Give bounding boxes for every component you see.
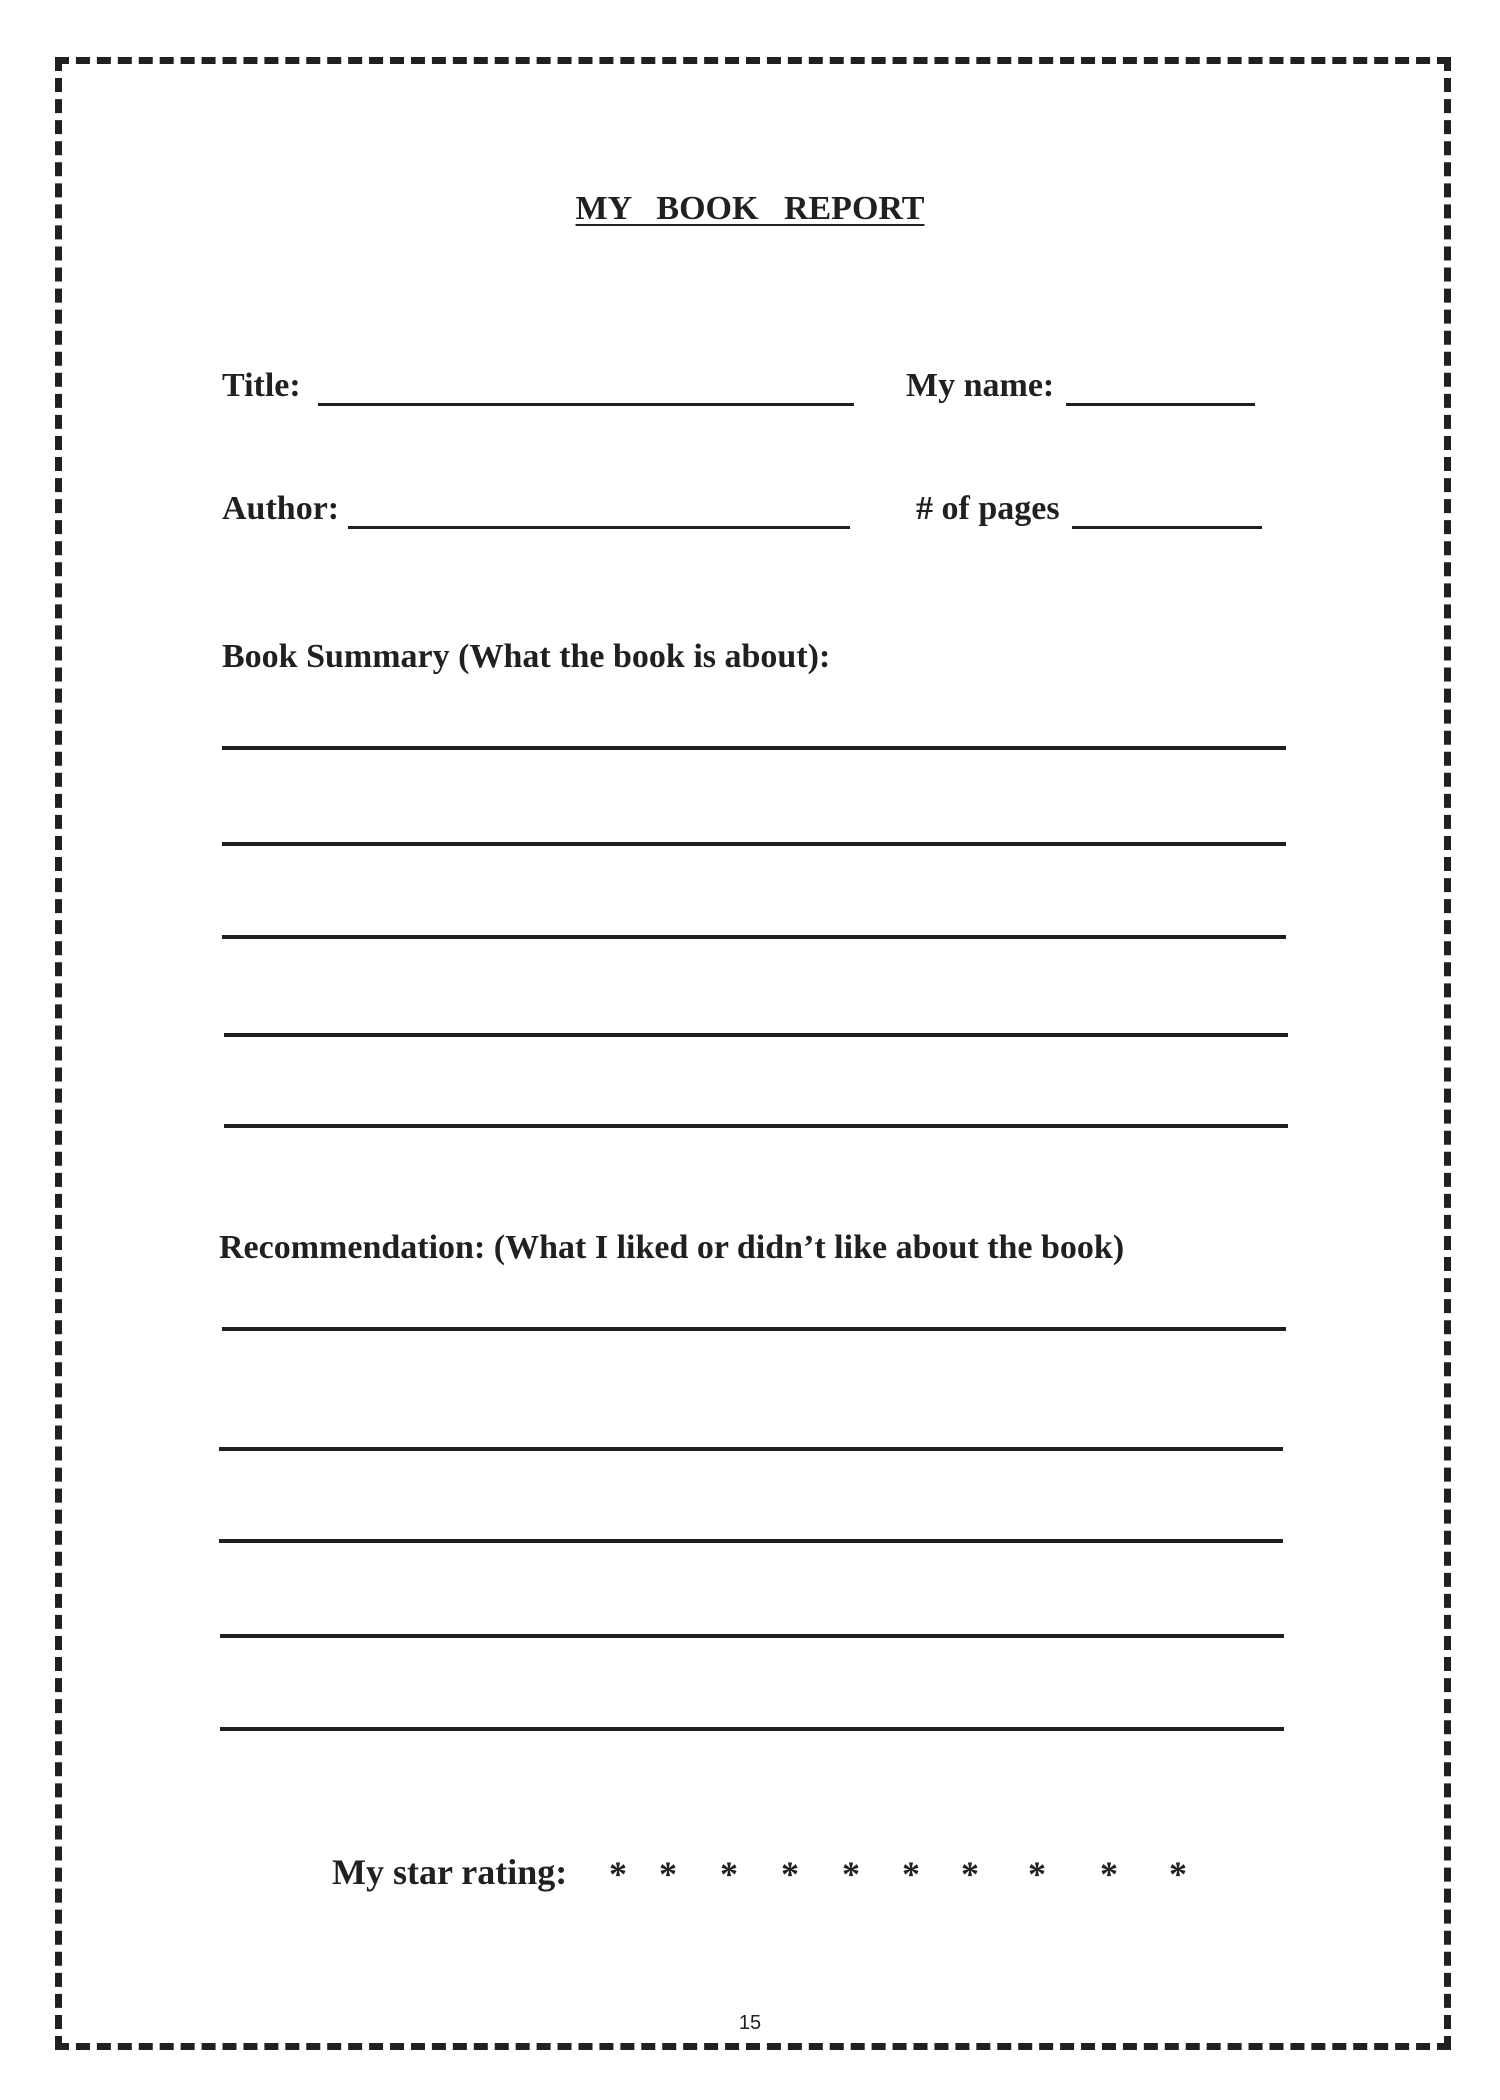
rating-star[interactable]: * <box>902 1854 920 1894</box>
author-label: Author: <box>222 490 340 527</box>
author-blank[interactable] <box>348 526 850 529</box>
star-rating-label: My star rating: <box>332 1852 568 1892</box>
rating-star[interactable]: * <box>961 1854 979 1894</box>
pages-blank[interactable] <box>1072 526 1262 529</box>
report-heading: MY BOOK REPORT <box>575 190 925 227</box>
summary-line[interactable] <box>224 1033 1288 1037</box>
page-border <box>55 57 1451 2050</box>
recommendation-line[interactable] <box>219 1539 1283 1543</box>
rating-star[interactable]: * <box>609 1854 627 1894</box>
rating-star[interactable]: * <box>781 1854 799 1894</box>
recommendation-label: Recommendation: (What I liked or didn’t like about the book) <box>219 1229 1125 1266</box>
rating-star[interactable]: * <box>720 1854 738 1894</box>
rating-star[interactable]: * <box>1100 1854 1118 1894</box>
summary-line[interactable] <box>222 746 1286 750</box>
summary-line[interactable] <box>222 935 1286 939</box>
summary-line[interactable] <box>224 1124 1288 1128</box>
recommendation-line[interactable] <box>219 1447 1283 1451</box>
recommendation-line[interactable] <box>220 1727 1284 1731</box>
title-blank[interactable] <box>318 403 854 406</box>
my-name-blank[interactable] <box>1066 403 1255 406</box>
summary-line[interactable] <box>222 842 1286 846</box>
recommendation-line[interactable] <box>222 1327 1286 1331</box>
my-name-label: My name: <box>906 367 1055 404</box>
rating-star[interactable]: * <box>659 1854 677 1894</box>
summary-label: Book Summary (What the book is about): <box>222 638 831 675</box>
rating-star[interactable]: * <box>1169 1854 1187 1894</box>
rating-star[interactable]: * <box>842 1854 860 1894</box>
page-number: 15 <box>738 2012 762 2034</box>
pages-label: # of pages <box>916 490 1060 527</box>
rating-star[interactable]: * <box>1028 1854 1046 1894</box>
title-label: Title: <box>222 367 301 404</box>
recommendation-line[interactable] <box>220 1634 1284 1638</box>
